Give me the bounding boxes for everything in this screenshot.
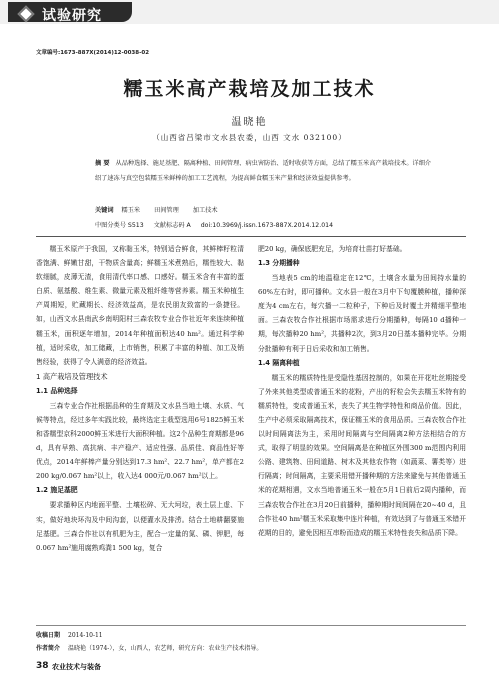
subsection-heading: 1.4 隔离种植	[258, 358, 300, 367]
intro-paragraph: 糯玉米原产于我国，又称黏玉米，特别适合鲜食，其鲜棒籽粒清香饱满、鲜嫩甘甜，干物质含量高；鲜糯玉米煮熟后，糯性较大、黏软细腻，皮薄无渣，食用清代率口感、口感好。糯玉米含有丰富的蛋白质、氨基酸、维生素、微量元素及粗纤维等营养素。糯玉米种植生产周期短，贮藏期长、经济效益高，是农民朋友致富的一条捷径。如，山西文水县南武乡南明阳村三森农牧专业合作社近年来连续种植糯玉米，面积逐年增加，2014年种植面积达40 hm²。通过科学种植，适时采收，加工储藏，上市销售，积累了丰富的种植、加工及销售经验，获得了令人满意的经济效益。	[36, 245, 244, 366]
body-paragraph: 要求播种区内地面平整、土壤松碎、无大坷垃，表土层上虚、下实，做好地块环沟及中间沟套，以便灌水及排涝。结合土地耕翻要施足基肥。三森合作社以有机肥为主，配合一定量的氮、磷、钾肥，每0.067 hm²施用腐熟鸡粪1 500 kg，复合	[36, 501, 244, 552]
left-column	[36, 242, 244, 555]
page-number: 38	[36, 661, 49, 671]
abstract-label: 摘 要	[95, 160, 110, 167]
right-column	[258, 242, 466, 540]
body-paragraph: 当地表5 cm的地温稳定在12℃，土壤含水量为田间持水量的60%左右时，即可播种。文水县一般在3月中下旬覆膜种植，播种深度为4 cm左右，每穴播一二粒种子，下种后及时覆土并精细平整地面。三森农牧合作社根据市场需求进行分期播种，每隔10 d播种一期，每次播种20 hm²，共播种2次，到3月20日基本播种完毕。分期分批播种有利于日后采收和加工销售。	[258, 274, 466, 353]
article-number: 文章编号:1673-887X(2014)12-0038-02	[36, 50, 150, 56]
subsection-heading: 1.1 品种选择	[36, 386, 78, 395]
body-paragraph: 糯玉米的糯质特性是受隐性基因控制的，如果在开花吐丝期接受了外来其他类型或普通玉米的花粉，产出的籽粒会失去糯玉米特有的糯质特性，变成普通玉米，丧失了其生物学特性和商品价值。因此，生产中必须采取隔离技术，保证糯玉米的食用品质。三森农牧合作社以时间隔离法为主，采用时间隔离与空间隔离2种方法相结合的方式，取得了明显的效果。空间隔离是在种植区外围300 m范围内利用公路、建筑物、田间道路、树木及其他农作物（如蔬菜、薯类等）进行隔离；时间隔离，主要采用错开播种期的方法来避免与其他普通玉米的花期相遇，文水当地普通玉米一般在5月1日前后2周内播种，而三森农牧合作社在3月20日前播种，播种期时间间隔在20~40 d，且合作社40 hm²糯玉米采取集中连片种植，有效达到了与普通玉米错开花期的目的，避免因相互串粉而造成的糯玉米特性丧失和品质下降。	[258, 373, 466, 537]
keywords-label: 关键词	[95, 207, 114, 214]
section-title: 试验研究	[42, 8, 102, 24]
keywords	[95, 205, 435, 214]
abstract	[95, 157, 435, 187]
doi-link[interactable]: doi:10.3969/j.issn.1673-887X.2014.12.014	[200, 222, 334, 229]
section-heading: 1 高产栽培及管理技术	[36, 371, 108, 381]
paper-title: 糯玉米高产栽培及加工技术	[123, 78, 376, 100]
classification-row	[95, 220, 435, 229]
received-value: 2014-10-11	[68, 632, 103, 639]
divider	[36, 236, 466, 237]
keyword: 加工技术	[192, 207, 218, 214]
author-bio-text: 温晓艳（1974-），女，山西人，农艺师，研究方向：农业生产技术指导。	[68, 645, 263, 652]
diamond-icon	[18, 6, 35, 23]
author-bio-label: 作者简介	[36, 645, 61, 652]
section-tab	[8, 2, 132, 22]
footnote-divider	[36, 625, 466, 626]
received-label: 收稿日期	[36, 632, 61, 639]
header-bar	[0, 0, 499, 24]
keyword: 糯玉米	[121, 207, 141, 214]
abstract-text: 从品种选择、施足基肥、隔离种植、田间管理、病虫害防治、适时收获等方面，总结了糯玉米高产栽培技术。详细介绍了速冻与真空包装糯玉米鲜棒的加工工艺流程，为提高鲜食糯玉米产量和经济效益提供参考。	[95, 160, 432, 182]
body-paragraph: 三森专业合作社根据品种的生育期及文水县当地土壤、水质、气候等特点，经过多年实践比较，最终选定主栽型选用6号1825鲜玉米和香糯型京科2000鲜玉米进行大面积种植。这2个品种生育期都是96 d，具有早熟、高抗病、丰产稳产、适应性强、品质佳、商品性好等优点，2014年鲜棒产量分别达到17.3 hm²、22.7 hm²，单产都在2 200 kg/0.067 hm²以上，收入达4 000元/0.067 hm²以上。	[36, 401, 244, 481]
clc-number: 中图分类号 S513	[95, 222, 144, 229]
keyword: 田间管理	[154, 207, 179, 214]
body-paragraph: 肥20 kg，确保底肥充足，为培育壮苗打好基础。	[258, 245, 407, 253]
author-affiliation: （山西省吕梁市文水县农委，山西 文水 032100）	[152, 133, 347, 142]
subsection-heading: 1.3 分期播种	[258, 259, 300, 268]
subsection-heading: 1.2 施足基肥	[36, 486, 78, 495]
document-code: 文献标志码 A	[153, 222, 191, 229]
received-date	[36, 630, 103, 639]
author-name: 温晓艳	[231, 117, 268, 128]
author-bio	[36, 643, 262, 652]
journal-name: 农业技术与装备	[52, 663, 101, 671]
